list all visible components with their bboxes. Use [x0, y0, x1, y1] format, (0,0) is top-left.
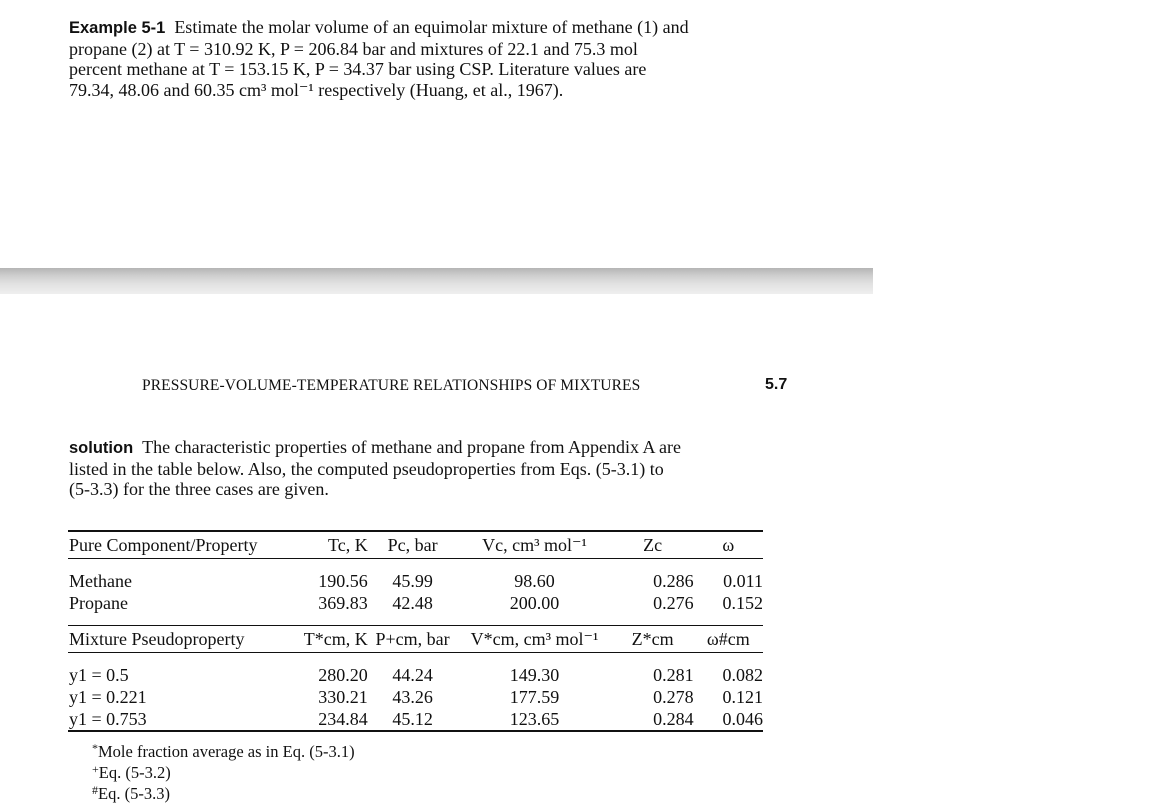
footnote-text: Mole fraction average as in Eq. (5-3.1)	[98, 742, 355, 761]
header-cell: P+cm, bar	[375, 628, 450, 649]
table-row	[68, 570, 763, 592]
table-cell: 330.21	[318, 686, 368, 707]
table-cell: Methane	[69, 570, 132, 591]
table-row	[68, 708, 763, 730]
page-separator	[0, 268, 873, 294]
table-cell: y1 = 0.753	[69, 708, 147, 729]
table-row	[68, 592, 763, 614]
table-cell: 0.011	[723, 570, 763, 591]
header-cell: V*cm, cm³ mol⁻¹	[470, 628, 599, 649]
properties-grid	[68, 532, 763, 730]
footnote-mark: *	[92, 741, 98, 755]
table-cell: 280.20	[318, 664, 368, 685]
table-cell: 369.83	[318, 592, 368, 613]
table-row	[68, 664, 763, 686]
table-cell: 177.59	[509, 686, 560, 707]
footnote-mark: +	[92, 762, 99, 776]
properties-table	[68, 530, 763, 732]
table-cell: 45.12	[392, 708, 433, 729]
table-cell: 0.046	[722, 708, 763, 729]
page-number: 5.7	[765, 376, 788, 393]
example-5-1	[69, 17, 765, 100]
table-cell: 0.281	[653, 664, 694, 685]
header-cell: ω	[722, 534, 735, 555]
table-cell: 0.284	[653, 708, 694, 729]
footnote	[92, 763, 355, 784]
header-cell: Pc, bar	[387, 534, 438, 555]
table-cell: y1 = 0.5	[69, 664, 129, 685]
table-cell: 190.56	[318, 570, 368, 591]
table-cell: 98.60	[514, 570, 555, 591]
table-cell: 0.121	[722, 686, 763, 707]
table-cell: 0.276	[653, 592, 694, 613]
table-cell: 0.286	[653, 570, 694, 591]
running-head: PRESSURE-VOLUME-TEMPERATURE RELATIONSHIPS OF MIXTURES	[142, 377, 641, 394]
footnote	[92, 784, 355, 805]
header-cell: Z*cm	[631, 628, 674, 649]
footnote-text: Eq. (5-3.2)	[98, 763, 171, 782]
header-cell: Zc	[643, 534, 663, 555]
example-line-1: Estimate the molar volume of an equimolar mixture of methane (1) and	[174, 17, 689, 37]
solution-paragraph	[69, 437, 765, 500]
header-cell: T*cm, K	[303, 628, 368, 649]
solution-line-3: (5-3.3) for the three cases are given.	[69, 479, 329, 499]
table-cell: y1 = 0.221	[69, 686, 147, 707]
header-cell: ω#cm	[706, 628, 750, 649]
header-cell: Tc, K	[328, 534, 368, 555]
example-line-4: 79.34, 48.06 and 60.35 cm³ mol⁻¹ respectively (Huang, et al., 1967).	[69, 79, 564, 100]
table-cell: 45.99	[392, 570, 433, 591]
mix-header-row	[68, 626, 763, 653]
table-cell: 44.24	[392, 664, 433, 685]
table-cell: Propane	[69, 592, 128, 613]
solution-line-2: listed in the table below. Also, the computed pseudoproperties from Eqs. (5-3.1) to	[69, 458, 664, 479]
example-line-3: percent methane at T = 153.15 K, P = 34.37 bar using CSP. Literature values are	[69, 59, 647, 79]
table-cell: 43.26	[392, 686, 433, 707]
example-label: Example 5-1	[69, 19, 166, 37]
solution-line-1: The characteristic properties of methane and propane from Appendix A are	[142, 437, 681, 457]
table-row	[68, 686, 763, 708]
table-cell: 123.65	[509, 708, 560, 729]
pure-header-row	[68, 532, 763, 559]
table-cell: 0.278	[653, 686, 694, 707]
footnote	[92, 742, 355, 763]
header-cell: Mixture Pseudoproperty	[69, 628, 245, 649]
table-cell: 42.48	[392, 592, 433, 613]
table-cell: 149.30	[509, 664, 560, 685]
header-cell: Pure Component/Property	[69, 534, 258, 555]
solution-label: solution	[69, 439, 134, 457]
table-cell: 234.84	[318, 708, 368, 729]
footnote-mark: #	[92, 783, 98, 797]
table-cell: 200.00	[509, 592, 560, 613]
example-line-2: propane (2) at T = 310.92 K, P = 206.84 bar and mixtures of 22.1 and 75.3 mol	[69, 38, 638, 59]
footnote-text: Eq. (5-3.3)	[98, 784, 170, 803]
table-bottom-rule	[68, 730, 763, 732]
table-cell: 0.152	[722, 592, 763, 613]
header-cell: Vc, cm³ mol⁻¹	[482, 534, 587, 555]
table-cell: 0.082	[722, 664, 763, 685]
table-footnotes	[92, 742, 355, 805]
